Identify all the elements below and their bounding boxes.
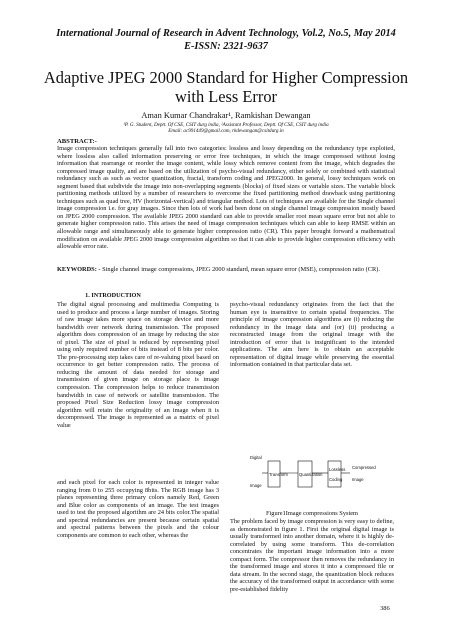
intro-paragraph-4: The problem faced by image compression is very easy to define, as demonstrated in figure 1. First the original digital image is usually transformed into another domain, where it is highly de-correlated by using some transform. This de-correlation concentrates the important image information into a more compact form. The compressor then removes the redundancy in the transformed image and stores it into a compressed file or data stream. In the second stage, the quantization block reduces the accuracy of the transformed output in accordance with some pre-established fidelity	[230, 518, 394, 593]
right-column-top	[230, 301, 394, 369]
right-column-bottom	[230, 518, 394, 593]
svg-text:Image: Image	[250, 483, 262, 488]
diagram-label-digital-image: Digital	[250, 455, 262, 460]
title-line-2: with Less Error	[175, 87, 277, 106]
affiliation-block	[0, 122, 452, 135]
page-number: 386	[380, 605, 390, 612]
journal-line: International Journal of Research in Advent Technology, Vol.2, No.5, May 2014	[56, 28, 396, 39]
svg-text:Quantization: Quantization	[299, 472, 323, 477]
abstract-text: Image compression techniques generally fall into two categories: lossless and lossy depending on the redundancy type exploited, where lossless also called information preserving or error free techniques, in which the image compressed without losing information that rearrange or reorder the image content, while lossy which remove content from the image, which degrades the compressed image quality, and are based on the utilization of psycho-visual redundancy, either solely or combined with statistical redundancy such as such as vector quantization, fractal, transform coding and JPEG2000. In general, lossy techniques work on segment based that subdivide the image into non-overlapping segments (blocks) of fixed sizes or variable sizes. The variable block partitioning methods utilized by a number of researchers to overcome the fixed partitioning method drawback using partitioning techniques such as quad tree, HV (horizontal-vertical) and triangular method. Lots of techniques are available for the Single channel image compression i.e. for gray images. Since then lots of work had been done on single channel image compression mostly based on JPEG 2000 compression. The available JPEG 2000 standard can able to provide smaller root mean square error but not able to generate higher compression ratio. This arises the need of image compression techniques which can able to keep RMSE within an allowable range and simultaneously able to generate higher compression ratio (CR). This paper brought forward a mathematical modification on available JPEG 2000 image compression algorithm so that it can able to provide higher compression efficiency with allowable error rate.	[57, 145, 395, 251]
diagram-label-compressed-image: Compressed	[352, 465, 376, 470]
left-column-bottom	[57, 479, 219, 539]
abstract-heading: ABSTRACT:-	[57, 138, 97, 145]
keywords	[57, 266, 395, 274]
intro-paragraph-1: The digital signal processing and multimedia Computing is used to produce and process a large number of images. Storing of raw image takes more space on storage device and more bandwidth over network during transmission. The proposed algorithm does compression of an image by reducing the size of pixel. The size of pixel is reduced by representing pixel using only required number of bits instead of 8 bits per color. The pre-processing step takes care of re-valuing pixel based on occurrence to get better compression ratio. The process of reducing the amount of data needed for storage and transmission of given image on storage place is image compression. The compression helps to reduce transmission bandwidth in case of network or satellite transmission. The proposed Pixel Size Reduction lossy image compression algorithm will retain the originality of an image when it is decompressed. The image is represented as a matrix of pixel value	[57, 301, 219, 429]
keywords-label: KEYWORDS: -	[57, 266, 101, 273]
diagram-block-lossless-coding	[328, 461, 341, 487]
journal-header	[0, 27, 452, 53]
intro-paragraph-3: psycho-visual redundancy originates from the fact that the human eye is insensitive to certain spatial frequencies. The principle of image compression algorithms are (i) reducing the redundancy in the image data and (or) (ii) producing a reconstructed image from the original image with the introduction of error that is insignificant to the intended applications. The aim here is to obtain an acceptable representation of digital image while preserving the essential information contained in that particular data set.	[230, 301, 394, 369]
section-heading: 1. INTRODUCTION	[85, 292, 141, 299]
svg-text:Image: Image	[352, 477, 364, 482]
paper-title	[10, 68, 442, 106]
svg-text:Coding: Coding	[329, 477, 343, 482]
keywords-text: Single channel image compressions, JPEG 2000 standard, mean square error (MSE), compression ratio (CR).	[102, 266, 380, 273]
email: Email: ac991449@gmail.com, rkdewangan@csitdurg.in	[168, 128, 284, 135]
left-column-top	[57, 301, 219, 429]
affiliation: ¹P. G. Student, Deptt. Of CSE, CSIT durg india, ²Assistant Professor, Deptt. Of CSE, CSIT durg india	[123, 122, 329, 128]
svg-text:Transform: Transform	[269, 472, 288, 477]
svg-text:Lossless: Lossless	[329, 467, 346, 472]
authors: Aman Kumar Chandrakar¹, Ramkishan Dewangan	[141, 111, 311, 120]
compression-system-diagram	[246, 447, 378, 507]
title-line-1: Adaptive JPEG 2000 Standard for Higher Compression	[43, 68, 409, 87]
figure-caption: Figure1Image compressions System	[266, 510, 358, 517]
intro-paragraph-2: and each pixel for each color is represented in integer value ranging from 0 to 255 occupying 8bits. The RGB image has 3 planes representing three primary colors namely Red, Green and Blue color as components of an image. The test images used to test the proposed algorithm are 24 bits color.The spatial and spectral redundancies are present because certain spatial and spectral patterns between the pixels and the colour components are common to each other, whereas the	[57, 479, 219, 539]
issn-line: E-ISSN: 2321-9637	[184, 41, 268, 52]
